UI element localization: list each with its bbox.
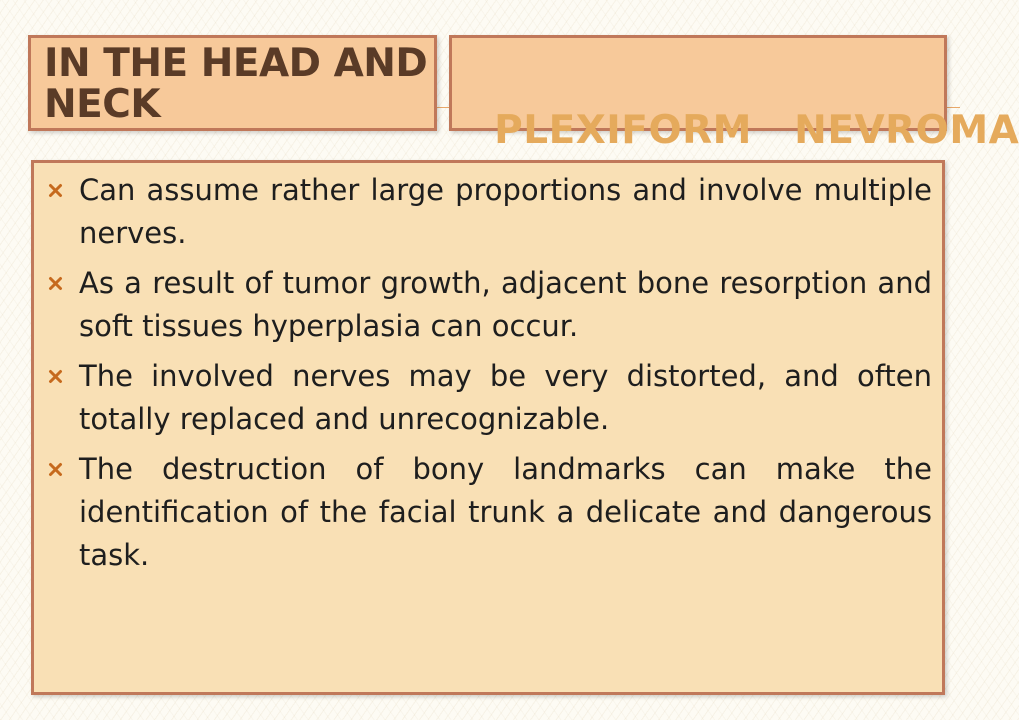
bullet-text: As a result of tumor growth, adjacent bone resorption and soft tissues hyperplasia can occur. xyxy=(79,266,932,343)
bullet-item xyxy=(46,169,932,255)
bullet-item xyxy=(46,355,932,441)
title-right-box xyxy=(449,35,1019,153)
bullet-item xyxy=(46,448,932,577)
slide-title-left: IN THE HEAD AND NECK xyxy=(44,41,428,127)
bullet-text: The involved nerves may be very distorted, and often totally replaced and unrecognizable. xyxy=(79,359,932,436)
bullet-text: The destruction of bony landmarks can make the identification of the facial trunk a delicate and dangerous task. xyxy=(79,452,932,572)
x-mark-icon xyxy=(49,448,69,491)
bullet-list xyxy=(46,169,932,577)
content-box xyxy=(31,160,945,695)
slide-title-right: PLEXIFORM NEVROMA xyxy=(494,108,1019,153)
x-mark-icon xyxy=(49,262,69,305)
bullet-item xyxy=(46,262,932,348)
x-mark-icon xyxy=(49,355,69,398)
bullet-text: Can assume rather large proportions and involve multiple nerves. xyxy=(79,173,932,250)
x-mark-icon xyxy=(49,169,69,212)
title-left-box xyxy=(28,35,437,131)
